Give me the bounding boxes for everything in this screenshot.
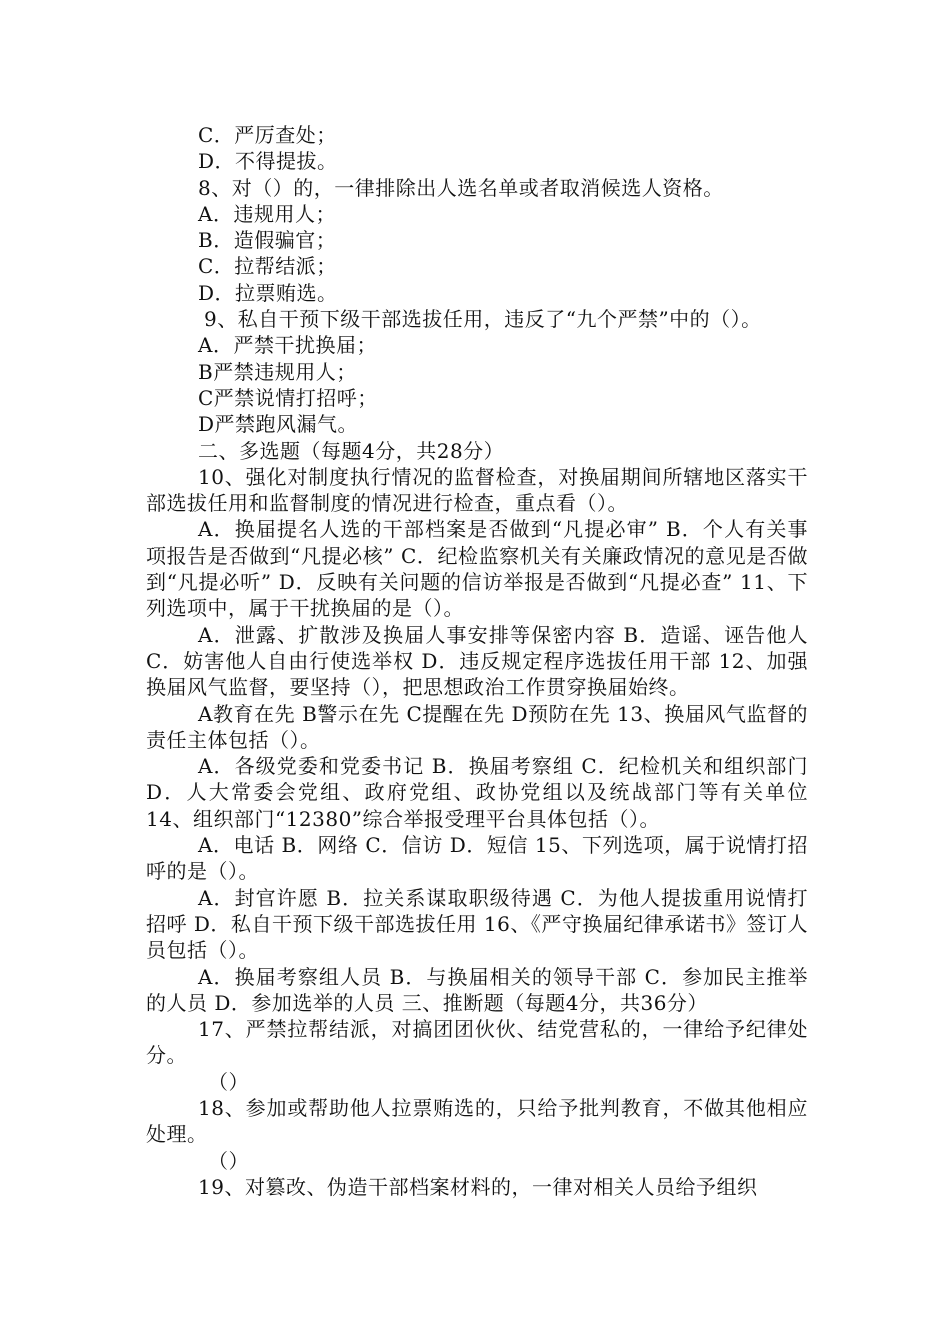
question-14-options-and-15: A．电话 B．网络 C．信访 D．短信 15、下列选项，属于说情打招呼的是（）。	[146, 833, 808, 884]
option-c-q7: C．严厉查处；	[198, 123, 337, 147]
question-12-options-and-13: A教育在先 B警示在先 C提醒在先 D预防在先 13、换届风气监督的责任主体包括（）。	[146, 701, 808, 752]
question-9: 9、私自干预下级干部选拔任用，违反了“九个严禁”中的（）。	[204, 307, 762, 332]
question-11-options-and-12: A．泄露、扩散涉及换届人事安排等保密内容 B．造谣、诬告他人 C．妨害他人自由行使选举权 D．违反规定程序选拔任用干部 12、加强换届风气监督，要坚持（），把思想政治工作贯穿换届始终。	[146, 622, 808, 700]
question-10: 10、强化对制度执行情况的监督检查，对换届期间所辖地区落实干部选拔任用和监督制度的情况进行检查，重点看（）。	[146, 464, 808, 516]
option-d-q8: D．拉票贿选。	[198, 280, 338, 305]
question-10-options-and-11: A．换届提名人选的干部档案是否做到“凡提必审” B．个人有关事项报告是否做到“凡提必核” C．纪检监察机关有关廉政情况的意见是否做到“凡提必听” D．反映有关问题的信访举报是否做到“凡提必查” 11、下列选项中，属于干扰换届的是（）。	[146, 517, 808, 621]
question-18: 18、参加或帮助他人拉票贿选的，只给予批判教育，不做其他相应处理。	[146, 1095, 808, 1147]
question-19: 19、对篡改、伪造干部档案材料的，一律对相关人员给予组织	[198, 1174, 758, 1199]
option-a-q8: A．违规用人；	[198, 201, 336, 226]
option-b-q9: B严禁违规用人；	[198, 359, 357, 384]
answer-blank-18: （）	[208, 1148, 249, 1173]
section-heading-multiple-choice: 二、多选题（每题4分，共28分）	[198, 438, 505, 463]
option-a-q9: A．严禁干扰换届；	[198, 333, 377, 358]
option-c-q8: C．拉帮结派；	[198, 254, 337, 279]
option-d-q7: D．不得提拔。	[198, 149, 338, 174]
question-16-options-and-section-3: A．换届考察组人员 B．与换届相关的领导干部 C．参加民主推举的人员 D．参加选举的人员 三、推断题（每题4分，共36分）	[146, 964, 808, 1015]
question-13-options-and-14: A．各级党委和党委书记 B．换届考察组 C．纪检机关和组织部门 D．人大常委会党组、政府党组、政协党组以及统战部门等有关单位 14、组织部门“12380”综合举报受理平台具体包括（）。	[146, 754, 808, 831]
question-15-options-and-16: A．封官许愿 B．拉关系谋取职级待遇 C．为他人提拔重用说情打招呼 D．私自干预下级干部选拔任用 16、《严守换届纪律承诺书》签订人员包括（）。	[146, 885, 808, 963]
document-body	[146, 122, 808, 1200]
question-17: 17、严禁拉帮结派，对搞团团伙伙、结党营私的，一律给予纪律处分。	[146, 1017, 808, 1068]
option-c-q9: C严禁说情打招呼；	[198, 385, 378, 410]
question-8: 8、对（）的，一律排除出人选名单或者取消候选人资格。	[198, 175, 724, 200]
option-b-q8: B．造假骗官；	[198, 228, 337, 253]
option-d-q9: D严禁跑风漏气。	[198, 412, 359, 437]
answer-blank-17: （）	[208, 1069, 249, 1094]
